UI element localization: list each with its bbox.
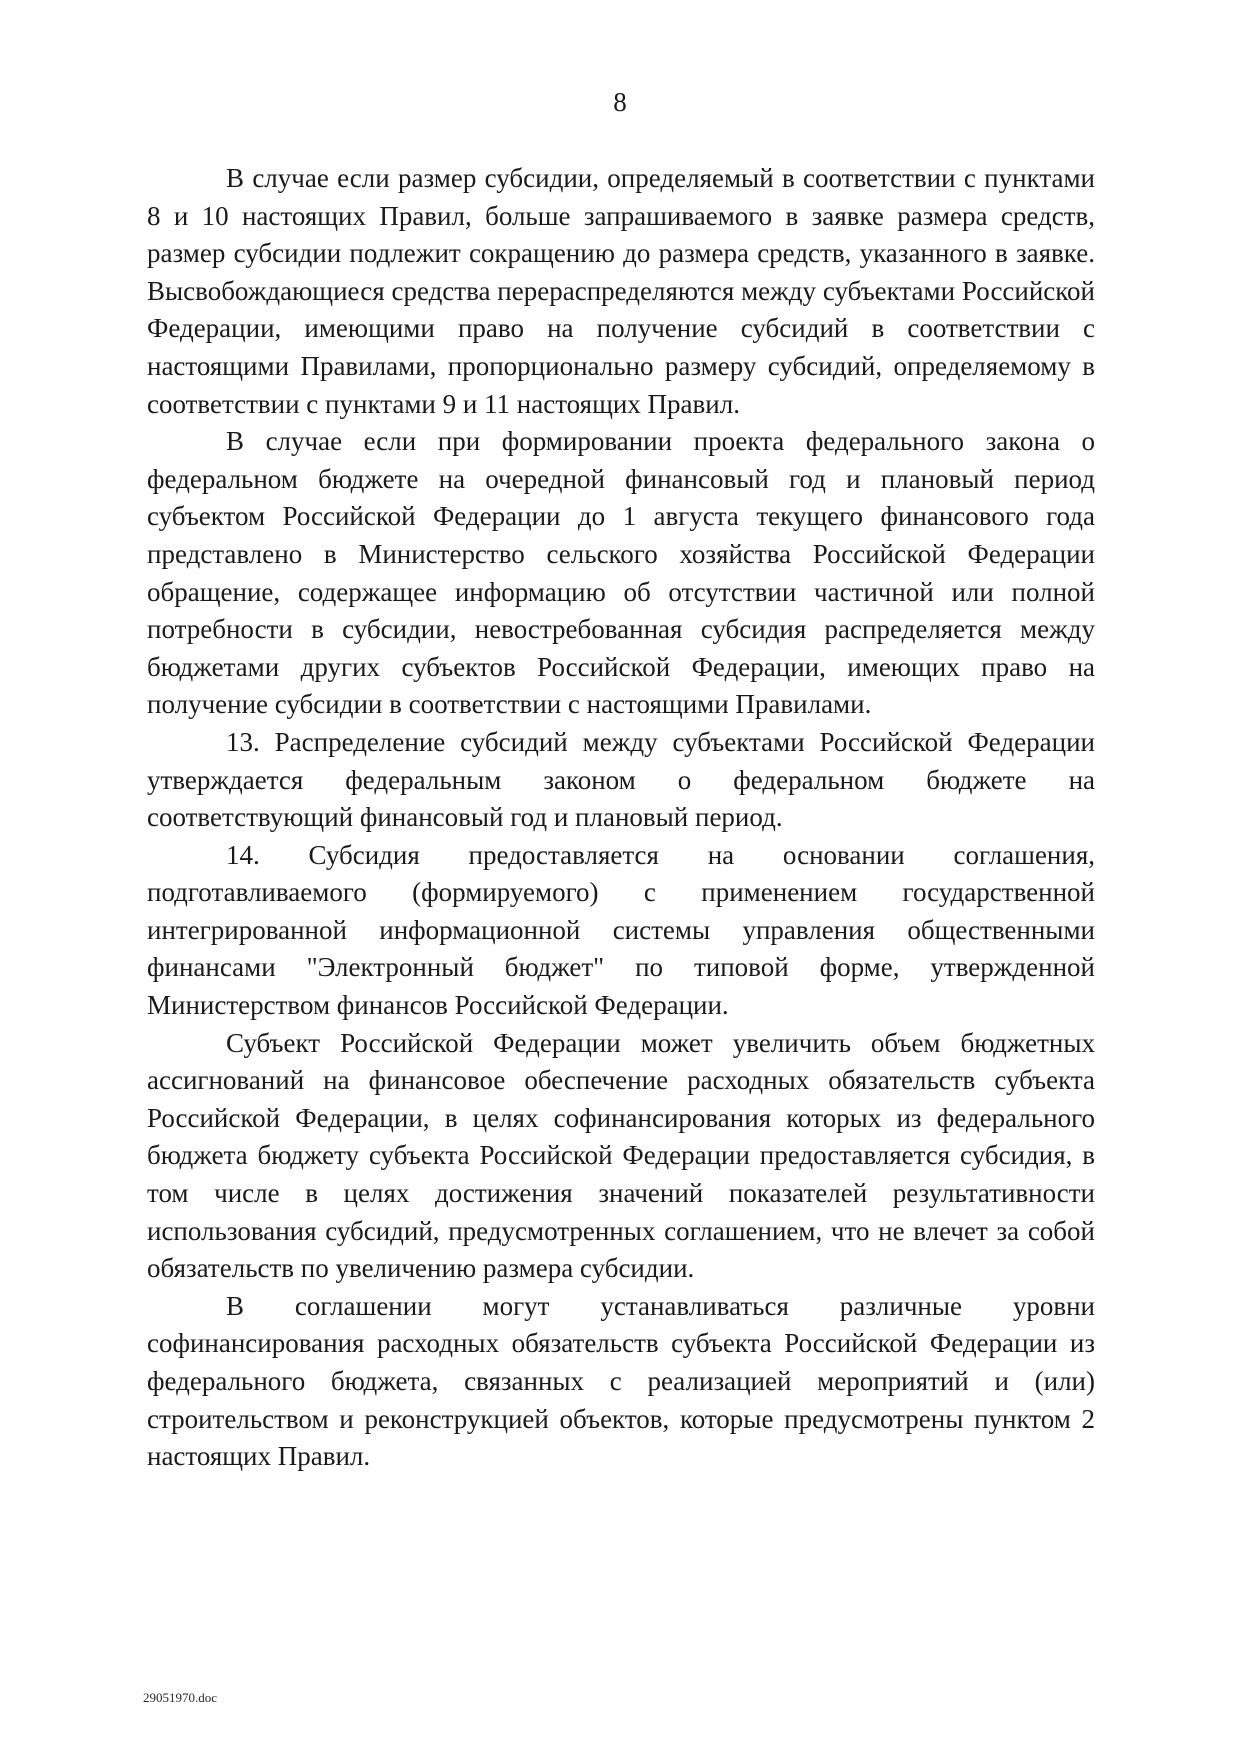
paragraph-14-agreement: 14. Субсидия предоставляется на основании соглашения, подготавливаемого (формируемого) с применением государственной интегрированной информационной системы управления общественными финансами "Электронный бюджет" по типовой форме, утвержденной Министерством финансов Российской Федерации. (147, 839, 1095, 1021)
paragraph-13-distribution: 13. Распределение субсидий между субъектами Российской Федерации утверждается федеральным законом о федеральном бюджете на соответствующий финансовый год и плановый период. (147, 726, 1095, 833)
document-body (147, 160, 1095, 1476)
paragraph-cofinancing-levels: В соглашении могут устанавливаться различные уровни софинансирования расходных обязательств субъекта Российской Федерации из федерального бюджета, связанных с реализацией мероприятий и (или) строительством и реконструкцией объектов, которые предусмотрены пунктом 2 настоящих Правил. (147, 1290, 1095, 1472)
page-number: 8 (613, 87, 627, 117)
paragraph-unclaimed-subsidy: В случае если при формировании проекта федерального закона о федеральном бюджете на очередной финансовый год и плановый период субъектом Российской Федерации до 1 августа текущего финансового года представлено в Министерство сельского хозяйства Российской Федерации обращение, содержащее информацию об отсутствии частичной или полной потребности в субсидии, невостребованная субсидия распределяется между бюджетами других субъектов Российской Федерации, имеющих право на получение субсидии в соответствии с настоящими Правилами. (147, 426, 1095, 720)
paragraph-budget-increase: Субъект Российской Федерации может увеличить объем бюджетных ассигнований на финансовое обеспечение расходных обязательств субъекта Российской Федерации, в целях софинансирования которых из федерального бюджета бюджету субъекта Российской Федерации предоставляется субсидия, в том числе в целях достижения значений показателей результативности использования субсидий, предусмотренных соглашением, что не влечет за собой обязательств по увеличению размера субсидии. (147, 1027, 1095, 1284)
paragraph-subsidy-reduction: В случае если размер субсидии, определяемый в соответствии с пунктами 8 и 10 настоящих Правил, больше запрашиваемого в заявке размера средств, размер субсидии подлежит сокращению до размера средств, указанного в заявке. Высвобождающиеся средства перераспределяются между субъектами Российской Федерации, имеющими право на получение субсидий в соответствии с настоящими Правилами, пропорционально размеру субсидий, определяемому в соответствии с пунктами 9 и 11 настоящих Правил. (147, 163, 1095, 419)
footer-file-code: 29051970.doc (143, 1690, 218, 1705)
